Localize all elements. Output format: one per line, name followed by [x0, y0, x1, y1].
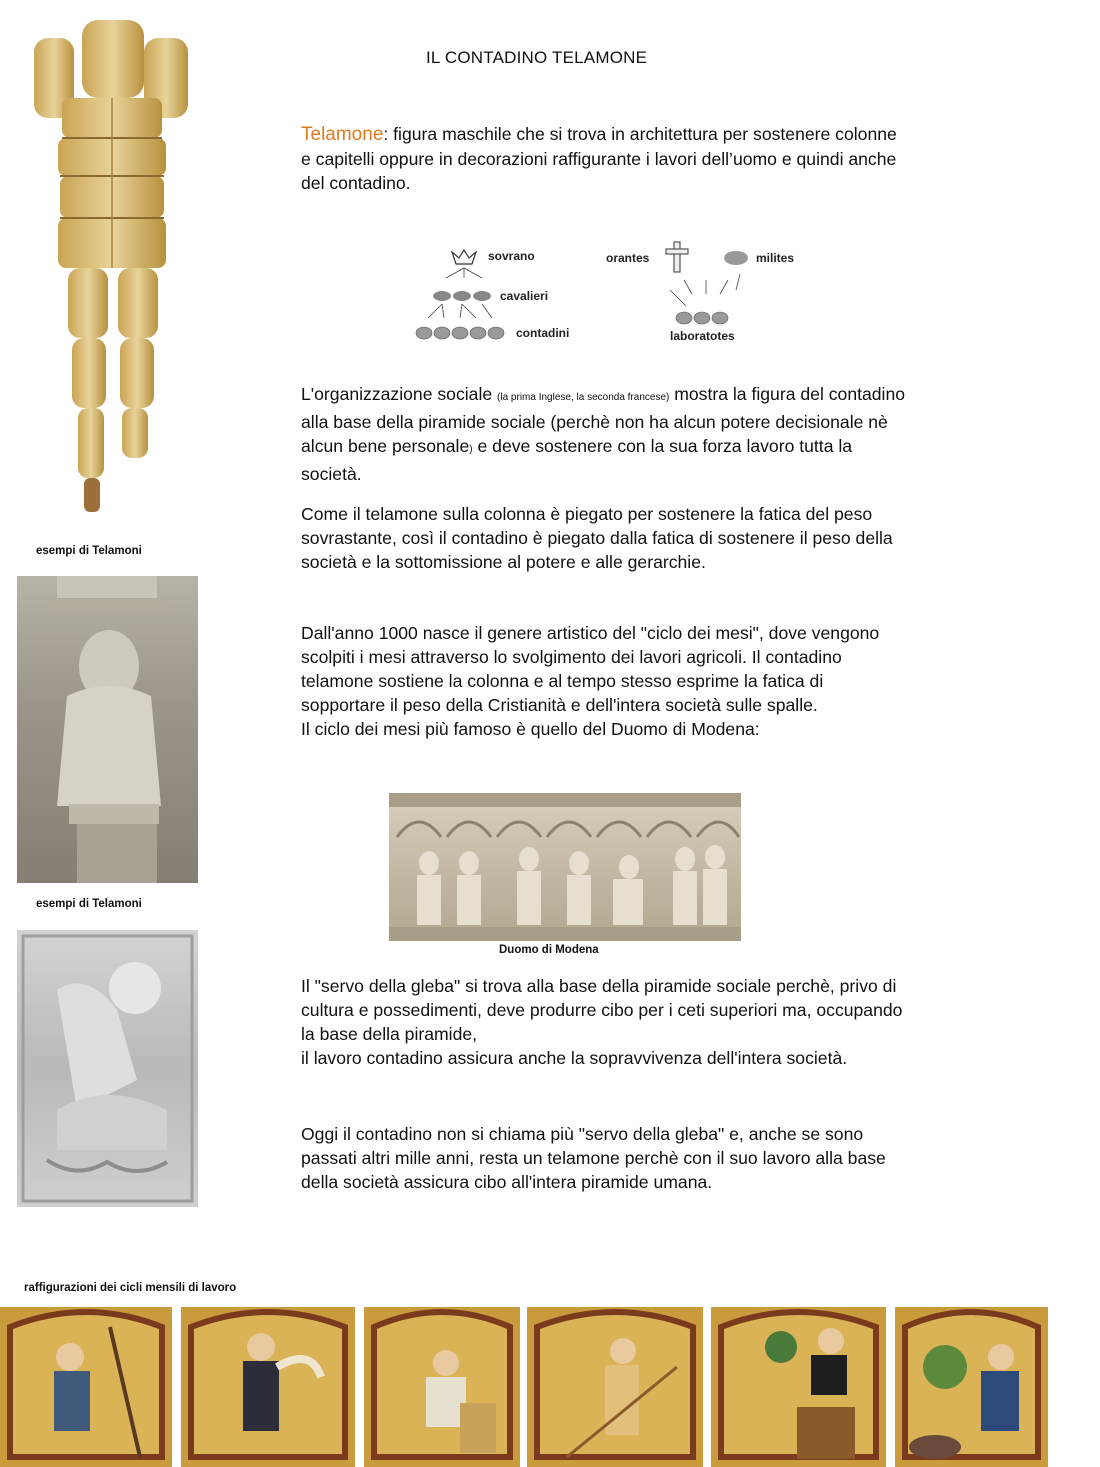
ciclo-paragraph	[301, 621, 911, 741]
intro-text: : figura maschile che si trova in architettura per sostenere colonne e capitelli oppure in decorazioni raffigurante i lavori dell’uomo e quindi anche del contadino.	[301, 124, 897, 193]
horse-riders-icon	[433, 291, 491, 301]
label-sovrano: sovrano	[488, 249, 535, 263]
servo-paragraph	[301, 974, 911, 1070]
label-milites: milites	[756, 251, 795, 265]
telamon-column-image	[17, 576, 198, 883]
month-panel-3	[364, 1307, 520, 1467]
month-panel-2	[181, 1307, 355, 1467]
social-text-3: e deve sostenere con la sua forza lavoro tutta la società.	[301, 436, 853, 484]
month-panel-1	[0, 1307, 172, 1467]
ciclo-text: Dall'anno 1000 nasce il genere artistico del "ciclo dei mesi", dove vengono scolpiti i mesi attraverso lo svolgimento dei lavori agricoli. Il contadino telamone sostiene la colonna e al tempo stesso esprime la fatica di sopportare il peso della Cristianità e dell'intera società sulle spalle.	[301, 623, 880, 715]
knight-icon	[724, 251, 748, 265]
cross-icon	[666, 242, 688, 272]
ciclo-modena-line: Il ciclo dei mesi più famoso è quello del Duomo di Modena:	[301, 719, 760, 739]
monthly-labors-strip	[0, 1307, 1100, 1467]
page-title: IL CONTADINO TELAMONE	[426, 48, 648, 67]
label-cavalieri: cavalieri	[500, 289, 549, 303]
social-small-paren: )	[469, 444, 473, 455]
month-panel-4	[527, 1307, 703, 1467]
peasants-icon	[416, 327, 504, 339]
social-paragraph	[301, 382, 911, 486]
month-panel-5	[711, 1307, 886, 1467]
telamon-relief-image	[17, 930, 198, 1207]
oggi-paragraph: Oggi il contadino non si chiama più "servo della gleba" e, anche se sono passati altri mille anni, resta un telamone perchè con il suo lavoro alla base della società assicura cibo all'intera piramide umana.	[301, 1124, 886, 1192]
intro-paragraph	[301, 122, 911, 195]
relief-caption: Duomo di Modena	[499, 944, 599, 956]
label-contadini: contadini	[516, 326, 570, 340]
telamoni-caption-2: esempi di Telamoni	[36, 898, 142, 910]
crown-icon	[452, 250, 476, 264]
telamoni-caption-1: esempi di Telamoni	[36, 545, 142, 557]
telamone-term: Telamone	[301, 124, 384, 145]
label-orantes: orantes	[606, 251, 650, 265]
social-text-1: L'organizzazione sociale	[301, 384, 498, 404]
column-paragraph: Come il telamone sulla colonna è piegato per sostenere la fatica del peso sovrastante, così il contadino è piegato dalla fatica di sostenere il peso della società e la sottomissione al potere e alle gerarchie.	[301, 504, 893, 572]
month-panel-6	[895, 1307, 1048, 1467]
social-small-note: (la prima Inglese, la seconda francese)	[497, 392, 670, 403]
label-laboratotes: laboratotes	[670, 329, 735, 343]
telamone-statue-image	[22, 18, 212, 518]
social-pyramid-diagram	[410, 240, 810, 350]
social-text-2: mostra la figura del contadino alla base della piramide sociale (perchè non ha alcun potere decisionale nè alcun bene personale	[301, 384, 906, 456]
laborers-icon	[676, 312, 728, 324]
servo-text-1: Il "servo della gleba" si trova alla base della piramide sociale perchè, privo di cultura e possedimenti, deve produrre cibo per i ceti superiori ma, occupando la base della piramide,	[301, 976, 903, 1044]
duomo-modena-relief-image	[389, 793, 741, 941]
strip-caption: raffigurazioni dei cicli mensili di lavoro	[24, 1282, 237, 1294]
servo-text-2: il lavoro contadino assicura anche la sopravvivenza dell'intera società.	[301, 1048, 848, 1068]
